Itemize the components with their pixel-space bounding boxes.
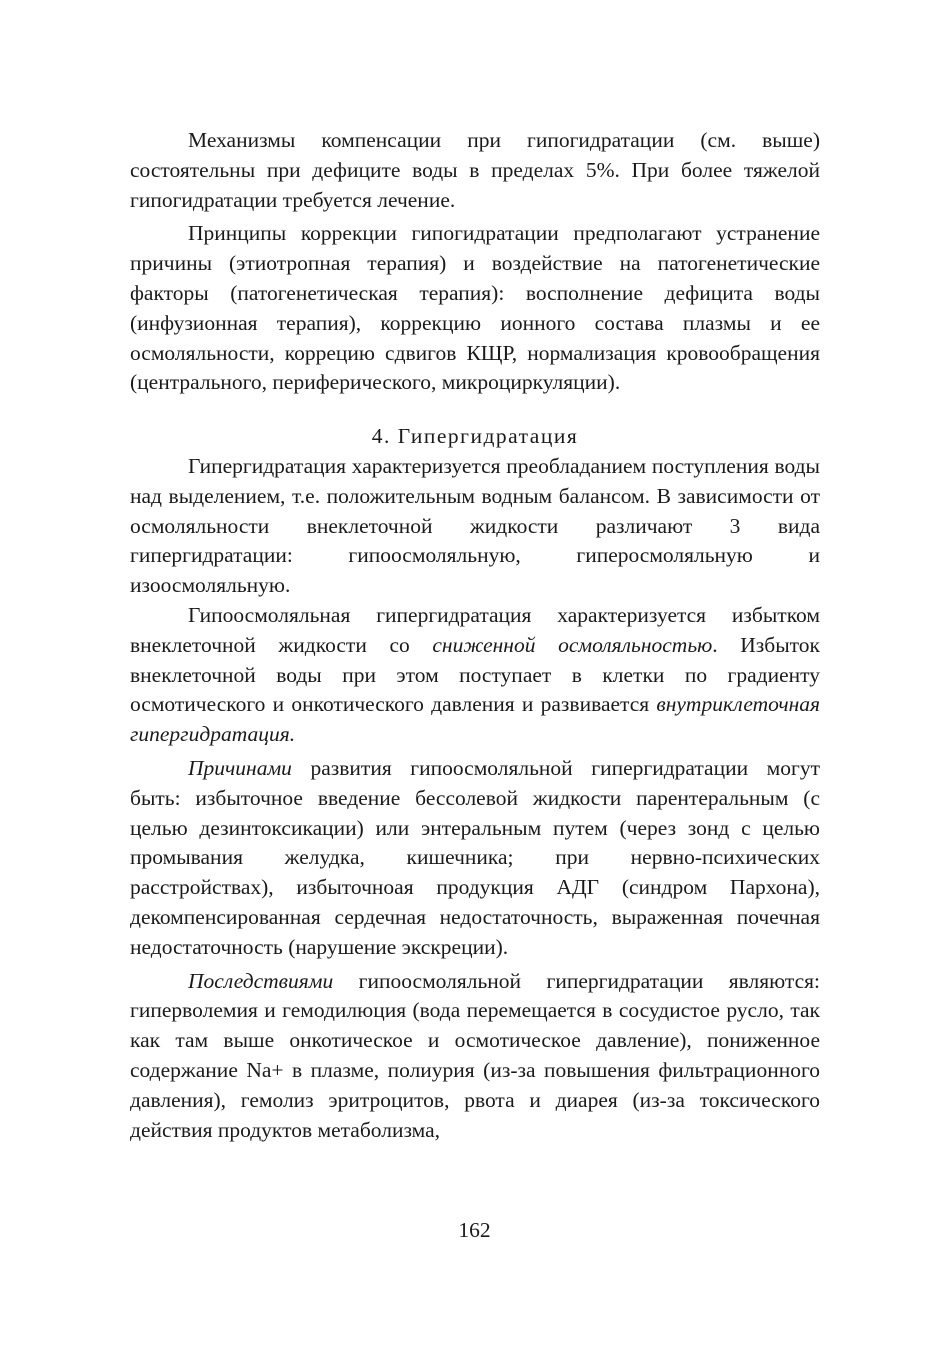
emphasis-consequences: Последствиями bbox=[188, 968, 334, 993]
paragraph-compensation: Механизмы компенсации при гипогидратации (см. выше) состоятельны при дефиците воды в пределах 5%. При более тяжелой гипогидратации требуется лечение. bbox=[130, 128, 820, 212]
text-run: . Избыток внеклеточной воды при этом поступает в клетки по градиенту осмотического и онкотического давления и развивается bbox=[130, 632, 820, 717]
paragraph-hypoosmolal bbox=[130, 601, 820, 750]
paragraph-correction-principles: Принципы коррекции гипогидратации предполагают устранение причины (этиотропная терапия) и воздействие на патогенетические факторы (патогенетическая терапия): восполнение дефицита воды (инфузионная терапия), коррекцию ионного состава плазмы и ее осмоляльности, коррецию сдвигов КЩР, нормализация кровообращения (центрального, периферического, микроциркуляции). bbox=[130, 221, 820, 395]
text-run: гипоосмоляльной гипергидратации являются: гиперволемия и гемодилюция (вода перемещается в сосудистое русло, так как там выше онкотическое и осмотическое давление), пониженное содержание Na+ в плазме, полиурия (из-за повышения фильтрационного давления), гемолиз эритроцитов, рвота и диарея (из-за токсического действия продуктов метаболизма, bbox=[130, 968, 820, 1142]
emphasis-intracellular-hyperhydration: внутриклеточная гипергидратация. bbox=[130, 692, 820, 747]
emphasis-causes: Причинами bbox=[188, 755, 292, 780]
emphasis-reduced-osmolality: сниженной осмоляльностью bbox=[432, 632, 713, 657]
paragraph-hyperhydration-definition: Гипергидратация характеризуется преобладанием поступления воды над выделением, т.е. положительным водным балансом. В зависимости от осмоляльности внеклеточной жидкости различают 3 вида гипергидратации: гипоосмоляльную, гиперосмоляльную и изоосмоляльную. bbox=[130, 453, 820, 598]
text-run: развития гипоосмоляльной гипергидратации могут быть: избыточное введение бессолевой жидкости парентеральным (с целью дезинтоксикации) или энтеральным путем (через зонд с целью промывания желудка, кишечника; при нервно-психических расстройствах), избыточноая продукция АДГ (синдром Пархона), декомпенсированная сердечная недостаточность, выраженная почечная недостаточность (нарушение экскреции). bbox=[130, 755, 820, 959]
text-run: Гипоосмоляльная гипергидратация характеризуется избытком внеклеточной жидкости со bbox=[130, 602, 820, 657]
paragraph-causes bbox=[130, 754, 820, 963]
page-number: 162 bbox=[458, 1218, 491, 1242]
section-heading: 4. Гипергидратация bbox=[371, 424, 579, 449]
paragraph-consequences bbox=[130, 967, 820, 1146]
page-body bbox=[130, 126, 820, 1145]
